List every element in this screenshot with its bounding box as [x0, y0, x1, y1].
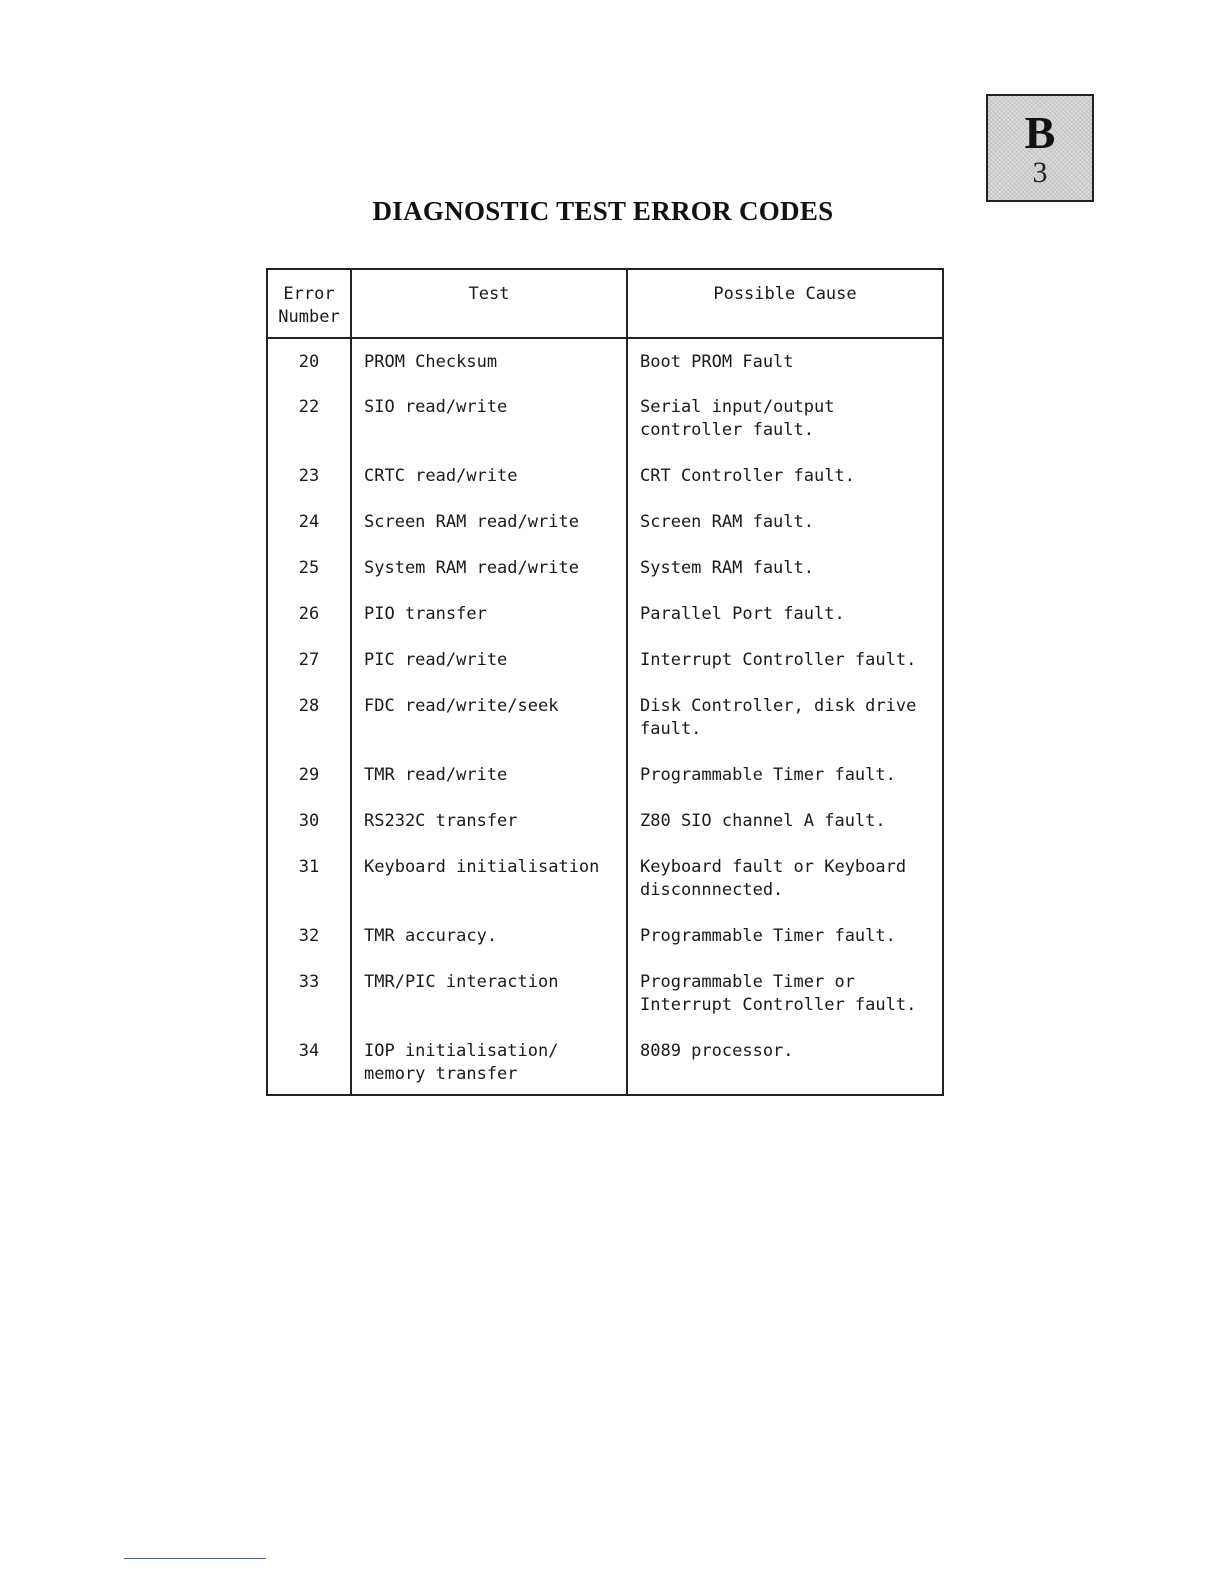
test-cell: TMR accuracy. [351, 925, 627, 971]
cause-cell: Parallel Port fault. [640, 604, 845, 624]
test-cell: System RAM read/write [351, 557, 627, 603]
table-row [267, 465, 943, 511]
test-cell: PROM Checksum [351, 338, 627, 396]
error-number-cell: 23 [267, 465, 351, 511]
test-cell: Keyboard initialisation [351, 856, 627, 925]
error-number-cell: 26 [267, 603, 351, 649]
test-cell: SIO read/write [351, 396, 627, 465]
cause-cell: Programmable Timer fault. [640, 765, 896, 785]
error-number-cell: 20 [267, 338, 351, 396]
error-number-cell: 28 [267, 695, 351, 764]
cause-cell: 8089 processor. [640, 1041, 794, 1061]
column-header-possible-cause: Possible Cause [627, 269, 943, 338]
error-number-cell: 30 [267, 810, 351, 856]
table-row [267, 810, 943, 856]
table-row [267, 649, 943, 695]
error-number-cell: 32 [267, 925, 351, 971]
error-number-cell: 22 [267, 396, 351, 465]
table-row [267, 511, 943, 557]
table-header-row [267, 269, 943, 338]
test-cell: IOP initialisation/ memory transfer [351, 1040, 627, 1095]
cause-cell: Programmable Timer fault. [640, 926, 896, 946]
section-tab-letter: B [1024, 107, 1056, 158]
error-number-cell: 34 [267, 1040, 351, 1095]
cause-cell: System RAM fault. [640, 558, 814, 578]
table-row [267, 695, 943, 764]
column-header-error-number-line1: Error [283, 284, 335, 304]
error-number-cell: 25 [267, 557, 351, 603]
cause-cell: CRT Controller fault. [640, 466, 855, 486]
test-cell: FDC read/write/seek [351, 695, 627, 764]
column-header-error-number [267, 269, 351, 338]
table-row [267, 971, 943, 1040]
cause-cell: Boot PROM Fault [640, 352, 794, 372]
test-cell: TMR/PIC interaction [351, 971, 627, 1040]
error-number-cell: 29 [267, 764, 351, 810]
table-row [267, 764, 943, 810]
test-cell: PIC read/write [351, 649, 627, 695]
table-row [267, 557, 943, 603]
test-cell: PIO transfer [351, 603, 627, 649]
cause-cell: Disk Controller, disk drive fault. [640, 696, 917, 739]
test-cell: RS232C transfer [351, 810, 627, 856]
table-row [267, 856, 943, 925]
table-row [267, 603, 943, 649]
section-tab [986, 94, 1094, 202]
error-codes-table [266, 268, 944, 1096]
table-row [267, 925, 943, 971]
footer-rule [124, 1558, 266, 1559]
cause-cell: Keyboard fault or Keyboard disconnnected. [640, 857, 907, 900]
column-header-error-number-line2: Number [278, 307, 340, 327]
error-number-cell: 33 [267, 971, 351, 1040]
page-title: DIAGNOSTIC TEST ERROR CODES [372, 196, 834, 226]
table-row [267, 338, 943, 396]
cause-cell: Screen RAM fault. [640, 512, 814, 532]
error-number-cell: 27 [267, 649, 351, 695]
cause-cell: Interrupt Controller fault. [640, 650, 917, 670]
error-number-cell: 24 [267, 511, 351, 557]
cause-cell: Serial input/output controller fault. [640, 397, 835, 440]
error-number-cell: 31 [267, 856, 351, 925]
test-cell: CRTC read/write [351, 465, 627, 511]
cause-cell: Programmable Timer or Interrupt Controller fault. [640, 972, 917, 1015]
section-tab-number: 3 [1032, 156, 1048, 189]
test-cell: Screen RAM read/write [351, 511, 627, 557]
test-cell: TMR read/write [351, 764, 627, 810]
table-row [267, 1040, 943, 1095]
column-header-test: Test [351, 269, 627, 338]
table-row [267, 396, 943, 465]
cause-cell: Z80 SIO channel A fault. [640, 811, 886, 831]
